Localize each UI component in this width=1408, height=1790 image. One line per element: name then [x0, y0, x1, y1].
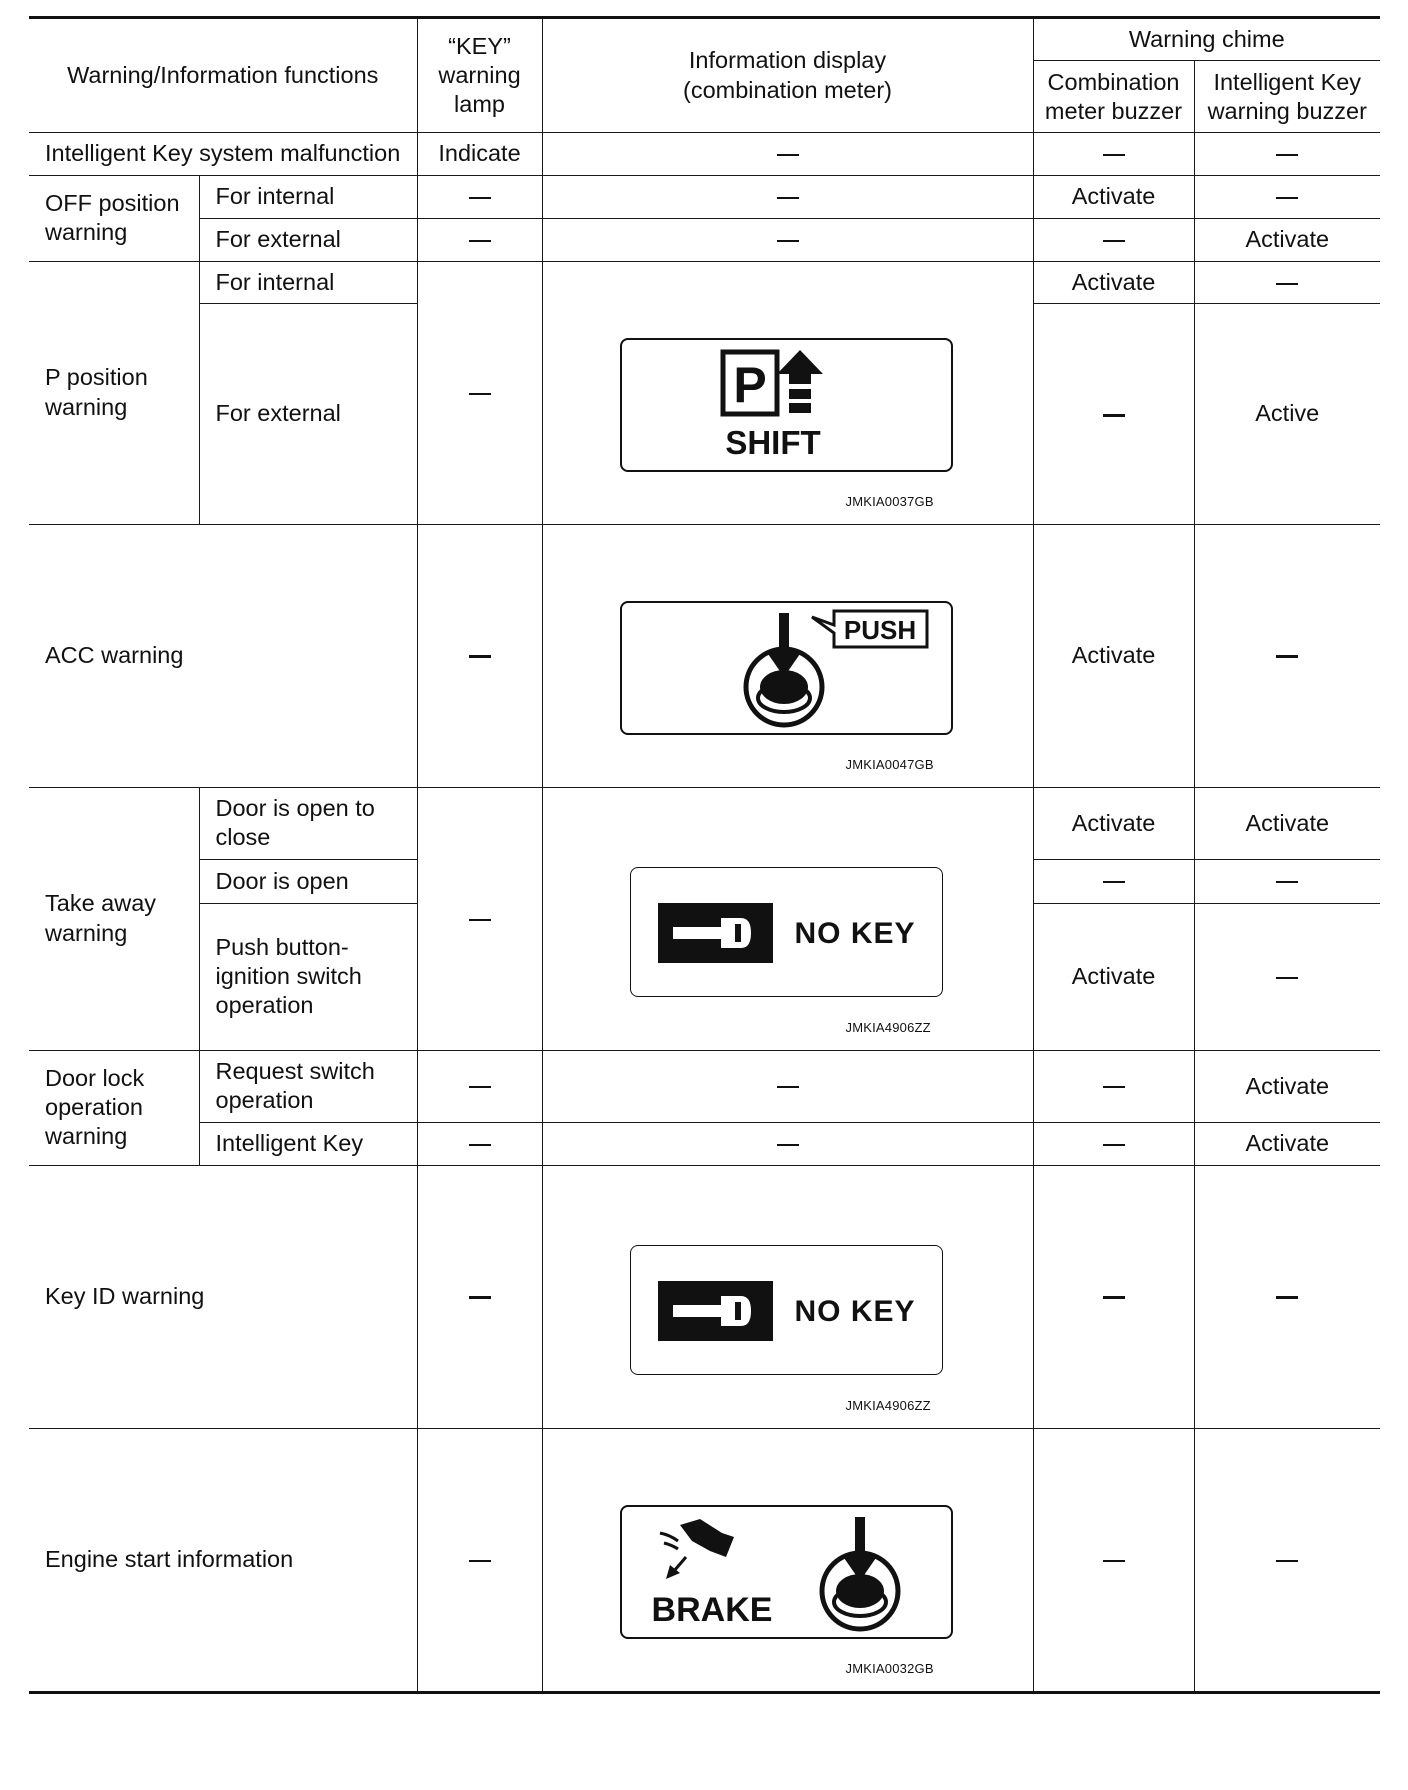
header-meter-buzzer: Combination meter buzzer	[1033, 61, 1194, 133]
dash-mark	[1276, 154, 1298, 156]
function-name: ACC warning	[29, 524, 417, 787]
meter-buzzer-none	[1033, 218, 1194, 261]
lamp-value: Indicate	[417, 133, 542, 175]
table-row	[29, 133, 1380, 175]
function-name: Intelligent Key system malfunction	[29, 133, 417, 175]
no-key-text: NO KEY	[793, 1294, 916, 1328]
sub-function: For external	[199, 218, 417, 261]
sub-function: Door is open to close	[199, 787, 417, 859]
dash-mark	[1103, 1144, 1125, 1146]
table-row	[29, 1165, 1380, 1428]
display-none	[542, 1122, 1033, 1165]
meter-buzzer-none	[1033, 1165, 1194, 1428]
dash-mark	[469, 393, 491, 395]
display-figure	[542, 524, 1033, 787]
no-key-panel	[630, 867, 943, 997]
header-info-display: Information display (combination meter)	[542, 18, 1033, 133]
table-row	[29, 1122, 1380, 1165]
table-row	[29, 524, 1380, 787]
header-key-lamp: “KEY” warning lamp	[417, 18, 542, 133]
dash-mark	[1103, 881, 1125, 883]
dash-mark	[777, 154, 799, 156]
p-shift-icon	[622, 340, 950, 470]
lamp-none	[417, 1165, 542, 1428]
shift-panel	[620, 338, 953, 472]
dash-mark	[469, 1086, 491, 1088]
meter-buzzer-none	[1033, 133, 1194, 175]
no-key-panel	[630, 1245, 943, 1375]
shift-text: SHIFT	[724, 423, 821, 461]
lamp-none	[417, 1428, 542, 1692]
function-name: P position warning	[29, 261, 199, 524]
meter-buzzer-value: Activate	[1033, 787, 1194, 859]
dash-mark	[1276, 1296, 1298, 1299]
dash-mark	[1103, 1560, 1125, 1562]
display-none	[542, 175, 1033, 218]
dash-mark	[469, 1560, 491, 1562]
key-buzzer-value: Activate	[1194, 1050, 1380, 1122]
dash-mark	[777, 197, 799, 199]
key-buzzer-none	[1194, 133, 1380, 175]
display-figure	[542, 1428, 1033, 1692]
lamp-none	[417, 175, 542, 218]
lamp-none	[417, 218, 542, 261]
table-row	[29, 787, 1380, 859]
header-key-buzzer: Intelligent Key warning buzzer	[1194, 61, 1380, 133]
push-button-icon	[622, 603, 950, 733]
no-key-icon	[631, 868, 941, 996]
figure-code: JMKIA4906ZZ	[845, 1019, 931, 1035]
sub-function: For internal	[199, 175, 417, 218]
key-buzzer-none	[1194, 261, 1380, 303]
key-buzzer-value: Activate	[1194, 787, 1380, 859]
no-key-icon	[631, 1246, 941, 1374]
figure-code: JMKIA0047GB	[845, 756, 934, 772]
key-buzzer-none	[1194, 859, 1380, 903]
sub-function: Request switch operation	[199, 1050, 417, 1122]
push-panel	[620, 601, 953, 735]
meter-buzzer-none	[1033, 1122, 1194, 1165]
brake-panel	[620, 1505, 953, 1639]
dash-mark	[1276, 977, 1298, 979]
dash-mark	[469, 197, 491, 199]
function-name: Take away warning	[29, 787, 199, 1050]
dash-mark	[469, 919, 491, 921]
display-figure	[542, 261, 1033, 524]
figure-code: JMKIA0032GB	[845, 1660, 934, 1676]
lamp-none	[417, 1050, 542, 1122]
lamp-none	[417, 787, 542, 1050]
dash-mark	[1103, 1086, 1125, 1088]
lamp-none	[417, 1122, 542, 1165]
display-none	[542, 218, 1033, 261]
dash-mark	[1103, 414, 1125, 417]
display-figure	[542, 787, 1033, 1050]
meter-buzzer-none	[1033, 304, 1194, 525]
no-key-text: NO KEY	[793, 916, 916, 950]
dash-mark	[469, 655, 491, 658]
brake-text: BRAKE	[651, 1590, 772, 1629]
figure-code: JMKIA4906ZZ	[845, 1397, 931, 1413]
meter-buzzer-value: Activate	[1033, 261, 1194, 303]
table-row	[29, 175, 1380, 218]
dash-mark	[1276, 881, 1298, 883]
dash-mark	[1103, 154, 1125, 156]
display-none	[542, 1050, 1033, 1122]
table-row	[29, 218, 1380, 261]
table-row	[29, 1428, 1380, 1692]
warning-function-table	[29, 16, 1380, 1694]
meter-buzzer-value: Activate	[1033, 175, 1194, 218]
meter-buzzer-none	[1033, 1428, 1194, 1692]
meter-buzzer-value: Activate	[1033, 903, 1194, 1050]
dash-mark	[1103, 240, 1125, 242]
figure-code: JMKIA0037GB	[845, 493, 934, 509]
lamp-none	[417, 524, 542, 787]
key-buzzer-value: Active	[1194, 304, 1380, 525]
key-buzzer-none	[1194, 1165, 1380, 1428]
display-none	[542, 133, 1033, 175]
dash-mark	[1276, 197, 1298, 199]
dash-mark	[1276, 1560, 1298, 1562]
function-name: Door lock operation warning	[29, 1050, 199, 1165]
key-buzzer-value: Activate	[1194, 218, 1380, 261]
sub-function: For external	[199, 304, 417, 525]
key-buzzer-none	[1194, 175, 1380, 218]
lamp-none	[417, 261, 542, 524]
meter-buzzer-none	[1033, 859, 1194, 903]
dash-mark	[1103, 1296, 1125, 1299]
dash-mark	[1276, 283, 1298, 285]
meter-buzzer-none	[1033, 1050, 1194, 1122]
function-name: OFF position warning	[29, 175, 199, 261]
dash-mark	[469, 240, 491, 242]
header-warning-chime: Warning chime	[1033, 18, 1380, 61]
key-buzzer-none	[1194, 903, 1380, 1050]
dash-mark	[469, 1144, 491, 1146]
sub-function: Intelligent Key	[199, 1122, 417, 1165]
table-row	[29, 261, 1380, 303]
brake-push-icon	[622, 1507, 950, 1637]
header-function: Warning/Information functions	[29, 18, 417, 133]
table-row	[29, 1050, 1380, 1122]
function-name: Key ID warning	[29, 1165, 417, 1428]
key-buzzer-none	[1194, 1428, 1380, 1692]
dash-mark	[469, 1296, 491, 1299]
function-name: Engine start information	[29, 1428, 417, 1692]
display-figure	[542, 1165, 1033, 1428]
dash-mark	[777, 1144, 799, 1146]
dash-mark	[1276, 655, 1298, 658]
dash-mark	[777, 1086, 799, 1088]
key-buzzer-value: Activate	[1194, 1122, 1380, 1165]
p-letter: P	[732, 356, 767, 413]
push-text: PUSH	[843, 614, 916, 645]
sub-function: Push button-ignition switch operation	[199, 903, 417, 1050]
sub-function: For internal	[199, 261, 417, 303]
sub-function: Door is open	[199, 859, 417, 903]
meter-buzzer-value: Activate	[1033, 524, 1194, 787]
dash-mark	[777, 240, 799, 242]
key-buzzer-none	[1194, 524, 1380, 787]
